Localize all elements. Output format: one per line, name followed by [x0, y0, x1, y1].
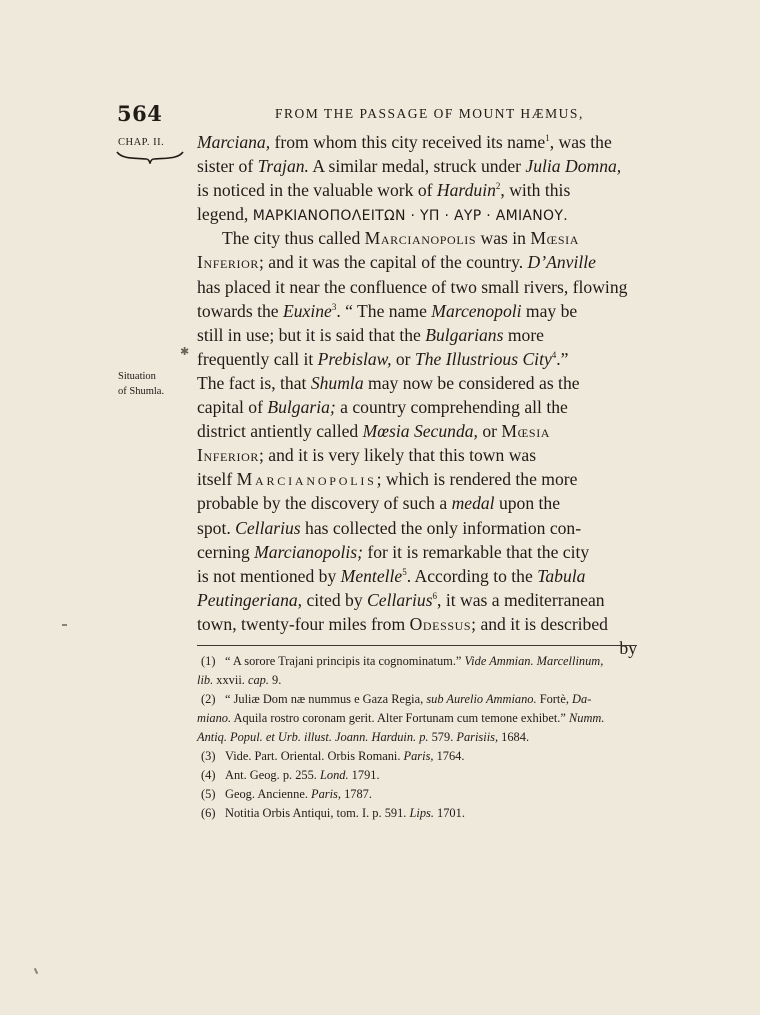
footnote: (6) Notitia Orbis Antiqui, tom. I. p. 591. Lips. 1701.	[201, 806, 465, 820]
text-line: The fact is, that Shumla may now be considered as the	[197, 372, 580, 393]
text-line: district antiently called Mœsia Secunda, or Mœsia	[197, 421, 551, 442]
footnote: (3) Vide. Part. Oriental. Orbis Romani. Paris, 1764.	[201, 749, 465, 763]
chapter-marker: CHAP. II.	[118, 137, 165, 148]
footnote-continuation: lib. xxvii. cap. 9.	[197, 673, 282, 687]
text-line: Peutingeriana, cited by Cellarius$^6$, it was a mediterranean	[197, 589, 605, 610]
text-line: town, twenty-four miles from Odessus; and it is described	[197, 613, 608, 634]
brace-ornament-icon	[116, 150, 184, 164]
margin-dash	[62, 624, 67, 626]
text-line: Inferior; and it was the capital of the country. D’Anville	[197, 252, 596, 273]
footnote-continuation: miano. Aquila rostro coronam gerit. Alter Fortunam cum temone exhibet.” Numm.	[197, 711, 605, 725]
margin-mark-icon: ✱	[180, 345, 190, 358]
page-number: 564	[117, 101, 163, 126]
catchword: by	[619, 637, 637, 658]
running-head: FROM THE PASSAGE OF MOUNT HÆMUS,	[275, 106, 584, 121]
text-line: towards the Euxine$^3$. “ The name Marcenopoli may be	[197, 300, 578, 321]
greek-legend: ΜΑΡΚΙΑΝΟΠΟΛΕΙΤΩΝ · ΥΠ · ΑΥΡ · ΑΜΙΑΝΟΥ.	[252, 208, 568, 225]
text-line: legend, ΜΑΡΚΙΑΝΟΠΟΛΕΙΤΩΝ · ΥΠ · ΑΥΡ · ΑΜΙΑΝΟΥ.	[197, 204, 568, 225]
text-line: probable by the discovery of such a medal upon the	[197, 493, 561, 514]
side-note-line: Situation	[118, 371, 156, 382]
text-line: Inferior; and it is very likely that this town was	[197, 445, 537, 466]
text-line: capital of Bulgaria; a country comprehending all the	[197, 397, 568, 418]
footnotes	[197, 652, 637, 823]
footnote-divider	[197, 645, 637, 646]
text-line: Marciana, from whom this city received its name$^1$, was the	[197, 132, 612, 152]
margin-tick	[34, 968, 38, 974]
footnote: (2) “ Juliæ Dom næ nummus e Gaza Regia, sub Aurelio Ammiano. Fortè, Da-	[201, 692, 592, 706]
footnote: (1) “ A sorore Trajani principis ita cognominatum.” Vide Ammian. Marcellinum,	[201, 654, 604, 668]
side-note	[118, 369, 193, 399]
text-line: is not mentioned by Mentelle$^5$. According to the Tabula	[197, 565, 586, 586]
text-line: sister of Trajan. A similar medal, struck under Julia Domna,	[197, 156, 622, 177]
body-text	[197, 130, 637, 660]
text-line: itself Marcianopolis; which is rendered the more	[197, 469, 578, 490]
footnote-continuation: Antiq. Popul. et Urb. illust. Joann. Harduin. p. 579. Parisiis, 1684.	[197, 730, 530, 744]
text-line: still in use; but it is said that the Bulgarians more	[197, 324, 544, 345]
footnote: (5) Geog. Ancienne. Paris, 1787.	[201, 787, 372, 801]
footnote: (4) Ant. Geog. p. 255. Lond. 1791.	[201, 768, 380, 782]
text-line: frequently call it Prebislaw, or The Illustrious City$^4$.”	[197, 348, 569, 369]
text-line: has placed it near the confluence of two small rivers, flowing	[197, 276, 628, 297]
side-note-line: of Shumla.	[118, 386, 165, 397]
text-line: is noticed in the valuable work of Harduin$^2$, with this	[197, 180, 571, 201]
text-line: spot. Cellarius has collected the only information con-	[197, 517, 582, 538]
text-line: The city thus called Marcianopolis was in Mœsia	[222, 228, 580, 249]
text-line: cerning Marcianopolis; for it is remarkable that the city	[197, 541, 590, 562]
